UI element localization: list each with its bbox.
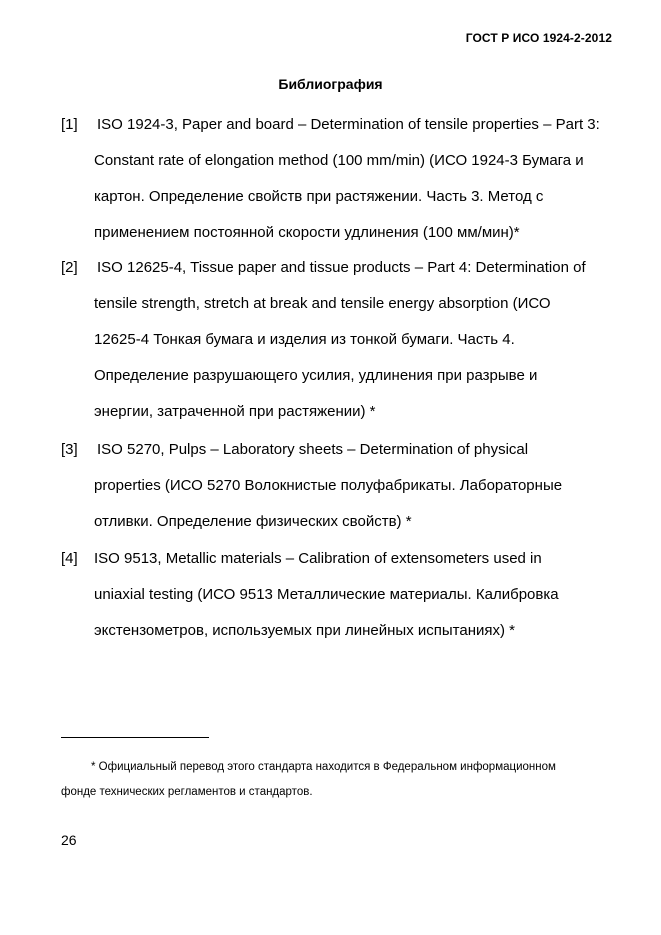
entry-line xyxy=(61,513,631,549)
entry-text-line: энергии, затраченной при растяжении) * xyxy=(94,403,376,420)
entry-line xyxy=(61,586,631,622)
footnote-line-1: * Официальный перевод этого стандарта находится в Федеральном информационном xyxy=(91,761,556,773)
entry-line xyxy=(61,116,631,152)
page-number: 26 xyxy=(61,832,77,848)
entry-line xyxy=(61,477,631,513)
entry-line xyxy=(61,259,631,295)
entry-text-line: отливки. Определение физических свойств) * xyxy=(94,513,412,530)
entry-line xyxy=(61,295,631,331)
entry-line xyxy=(61,224,631,260)
entry-text-line: 12625-4 Тонкая бумага и изделия из тонкой бумаги. Часть 4. xyxy=(94,331,515,348)
bibliography-entry-4 xyxy=(61,550,631,658)
entry-text-line: ISO 12625-4, Tissue paper and tissue products – Part 4: Determination of xyxy=(97,259,586,276)
entry-text-line: применением постоянной скорости удлинения (100 мм/мин)* xyxy=(94,224,520,241)
entry-line xyxy=(61,550,631,586)
entry-line xyxy=(61,367,631,403)
entry-line xyxy=(61,441,631,477)
entry-number: [1] xyxy=(61,116,78,133)
entry-text-line: ISO 9513, Metallic materials – Calibration of extensometers used in xyxy=(94,550,542,567)
entry-number: [4] xyxy=(61,550,78,567)
page-title-text: Библиография xyxy=(278,76,383,92)
entry-text-line: Constant rate of elongation method (100 mm/min) (ИСО 1924-3 Бумага и xyxy=(94,152,584,169)
footnote-divider xyxy=(61,737,209,738)
footnote-line-2: фонде технических регламентов и стандартов. xyxy=(61,786,313,798)
bibliography-entry-1 xyxy=(61,116,631,260)
entry-line xyxy=(61,331,631,367)
entry-text-line: tensile strength, stretch at break and tensile energy absorption (ИСО xyxy=(94,295,551,312)
entry-line xyxy=(61,622,631,658)
entry-number: [2] xyxy=(61,259,78,276)
entry-number: [3] xyxy=(61,441,78,458)
entry-text-line: Определение разрушающего усилия, удлинения при разрыве и xyxy=(94,367,538,384)
bibliography-entry-3 xyxy=(61,441,631,549)
bibliography-entry-2 xyxy=(61,259,631,439)
entry-text-line: экстензометров, используемых при линейных испытаниях) * xyxy=(94,622,515,639)
entry-line xyxy=(61,152,631,188)
footnote xyxy=(61,755,621,805)
entry-text-line: картон. Определение свойств при растяжении. Часть 3. Метод с xyxy=(94,188,544,205)
entry-line xyxy=(61,188,631,224)
entry-text-line: uniaxial testing (ИСО 9513 Металлические материалы. Калибровка xyxy=(94,586,559,603)
entry-line xyxy=(61,403,631,439)
entry-text-line: properties (ИСО 5270 Волокнистые полуфабрикаты. Лабораторные xyxy=(94,477,563,494)
document-header-code: ГОСТ Р ИСО 1924-2-2012 xyxy=(465,31,612,45)
entry-text-line: ISO 1924-3, Paper and board – Determination of tensile properties – Part 3: xyxy=(97,116,600,133)
page-title xyxy=(0,76,661,92)
entry-text-line: ISO 5270, Pulps – Laboratory sheets – Determination of physical xyxy=(97,441,529,458)
